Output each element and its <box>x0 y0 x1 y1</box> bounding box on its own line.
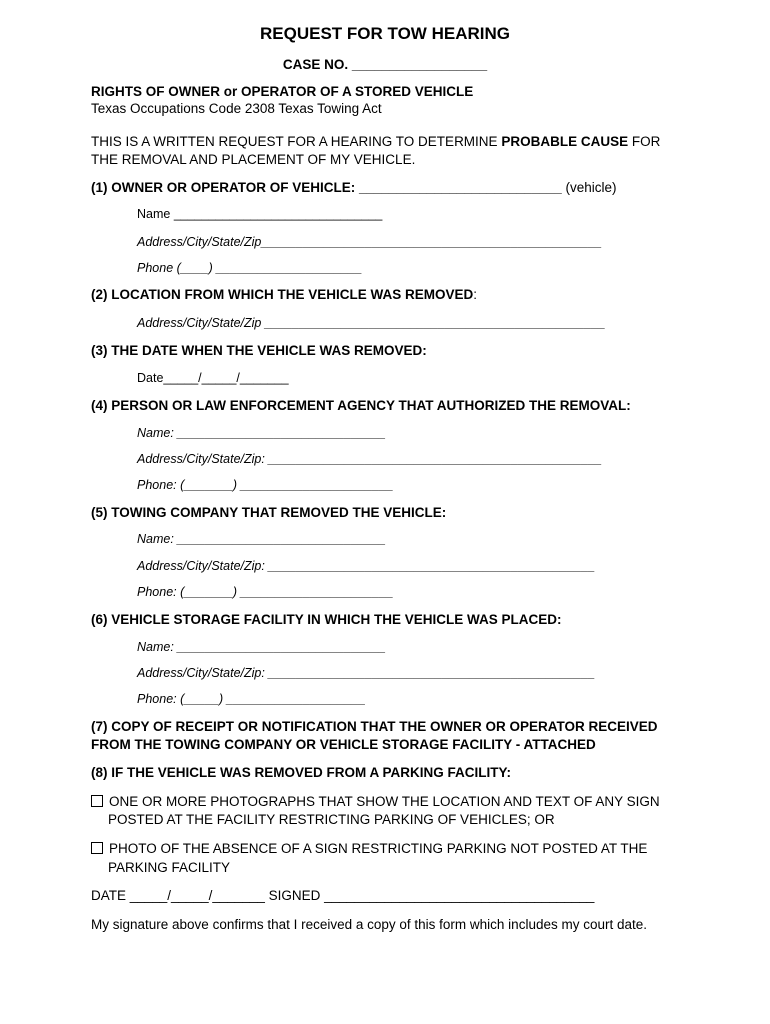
authority-phone-field[interactable]: Phone: (_______) ______________________ <box>137 478 394 492</box>
date-signature-line[interactable]: DATE _____/_____/_______ SIGNED ____________________________________ <box>91 888 595 903</box>
intro-line-1 <box>91 134 660 150</box>
section-4-heading: (4) PERSON OR LAW ENFORCEMENT AGENCY THAT AUTHORIZED THE REMOVAL: <box>91 398 631 413</box>
authority-address-field[interactable]: Address/City/State/Zip: ________________________________________________ <box>137 452 602 466</box>
page-title: REQUEST FOR TOW HEARING <box>260 24 510 43</box>
storage-facility-address-field[interactable]: Address/City/State/Zip: _______________________________________________ <box>137 666 596 680</box>
towing-company-name-field[interactable]: Name: ______________________________ <box>137 532 386 546</box>
section-1-title[interactable]: (1) OWNER OR OPERATOR OF VEHICLE: ___________________________ <box>91 180 562 195</box>
intro-text-after: FOR <box>628 134 661 149</box>
owner-address-field[interactable]: Address/City/State/Zip_________________________________________________ <box>137 235 602 249</box>
section-7-line-2: FROM THE TOWING COMPANY OR VEHICLE STORAGE FACILITY - ATTACHED <box>91 737 596 752</box>
authority-name-field[interactable]: Name: ______________________________ <box>137 426 386 440</box>
section-3-heading: (3) THE DATE WHEN THE VEHICLE WAS REMOVED: <box>91 343 427 358</box>
owner-name-field[interactable]: Name ______________________________ <box>137 207 383 221</box>
removal-date-field[interactable]: Date_____/_____/_______ <box>137 371 289 385</box>
section-5-heading: (5) TOWING COMPANY THAT REMOVED THE VEHICLE: <box>91 505 447 520</box>
section-2-heading <box>91 287 477 303</box>
rights-heading: RIGHTS OF OWNER or OPERATOR OF A STORED VEHICLE <box>91 84 474 99</box>
photographs-checkbox[interactable] <box>91 795 103 807</box>
photographs-option-label: ONE OR MORE PHOTOGRAPHS THAT SHOW THE LOCATION AND TEXT OF ANY SIGN <box>109 794 660 809</box>
towing-company-address-field[interactable]: Address/City/State/Zip: _______________________________________________ <box>137 559 596 573</box>
section-2-colon: : <box>473 287 478 302</box>
case-number-field[interactable]: CASE NO. __________________ <box>282 57 488 72</box>
photographs-option-line-2: POSTED AT THE FACILITY RESTRICTING PARKING OF VEHICLES; OR <box>108 812 555 827</box>
photographs-option[interactable] <box>91 794 660 810</box>
section-1-suffix: (vehicle) <box>561 180 617 195</box>
intro-line-2: THE REMOVAL AND PLACEMENT OF MY VEHICLE. <box>91 152 416 167</box>
removal-location-address-field[interactable]: Address/City/State/Zip _________________________________________________ <box>137 316 606 330</box>
signature-confirmation-note: My signature above confirms that I received a copy of this form which includes my court date. <box>91 917 647 932</box>
code-reference: Texas Occupations Code 2308 Texas Towing Act <box>91 101 382 116</box>
no-sign-photo-option-line-2: PARKING FACILITY <box>108 860 231 875</box>
owner-phone-field[interactable]: Phone (____) _____________________ <box>137 261 363 275</box>
storage-facility-name-field[interactable]: Name: ______________________________ <box>137 640 386 654</box>
intro-text-before: THIS IS A WRITTEN REQUEST FOR A HEARING TO DETERMINE <box>91 134 502 149</box>
section-2-title: (2) LOCATION FROM WHICH THE VEHICLE WAS REMOVED <box>91 287 474 302</box>
no-sign-photo-option-label: PHOTO OF THE ABSENCE OF A SIGN RESTRICTING PARKING NOT POSTED AT THE <box>109 841 648 856</box>
section-1-heading <box>91 180 617 196</box>
section-6-heading: (6) VEHICLE STORAGE FACILITY IN WHICH THE VEHICLE WAS PLACED: <box>91 612 562 627</box>
storage-facility-phone-field[interactable]: Phone: (_____) ____________________ <box>137 692 366 706</box>
section-8-heading: (8) IF THE VEHICLE WAS REMOVED FROM A PARKING FACILITY: <box>91 765 512 780</box>
towing-company-phone-field[interactable]: Phone: (_______) ______________________ <box>137 585 394 599</box>
section-7-line-1: (7) COPY OF RECEIPT OR NOTIFICATION THAT THE OWNER OR OPERATOR RECEIVED <box>91 719 658 734</box>
no-sign-photo-option[interactable] <box>91 841 647 857</box>
no-sign-photo-checkbox[interactable] <box>91 842 103 854</box>
intro-probable-cause: PROBABLE CAUSE <box>501 134 629 149</box>
